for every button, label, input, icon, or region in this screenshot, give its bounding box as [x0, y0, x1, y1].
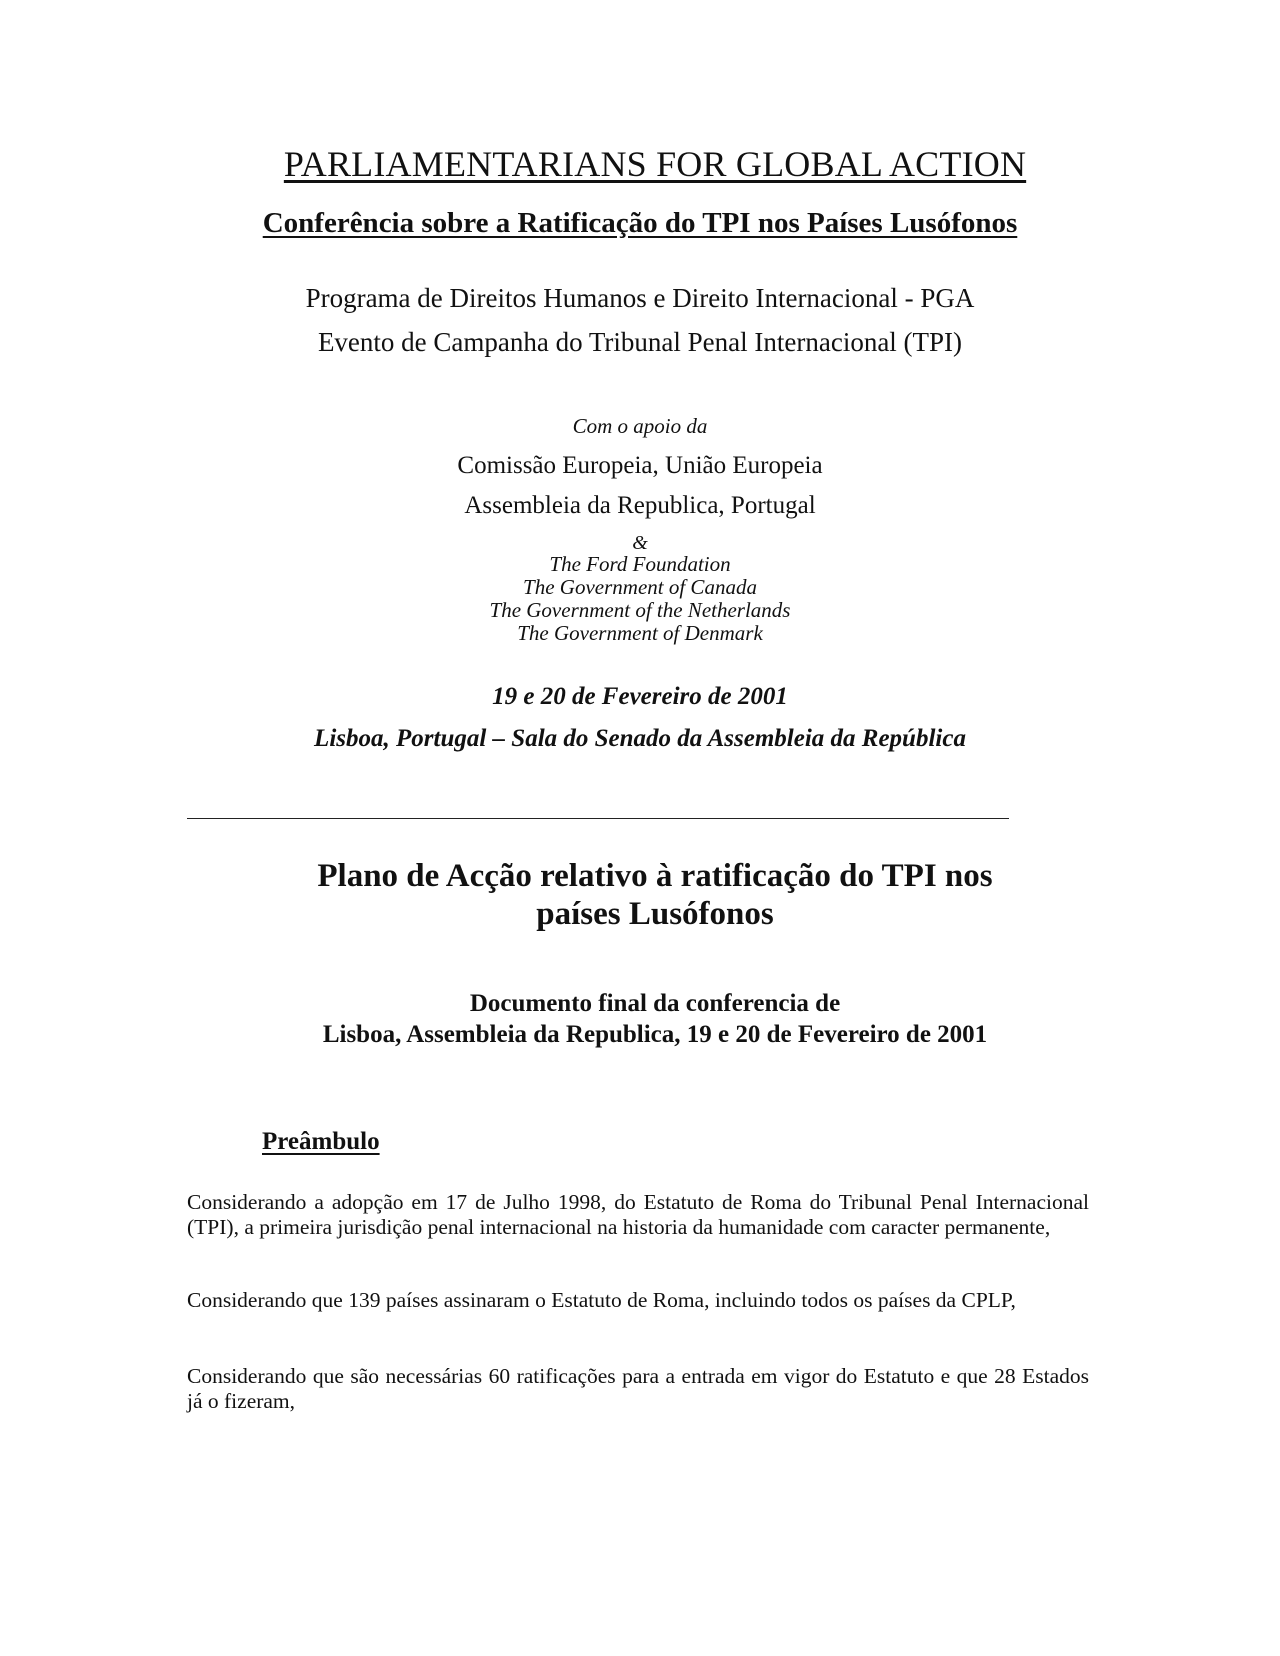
plan-title [0, 857, 1280, 933]
conference-title: Conferência sobre a Ratificação do TPI nos Países Lusófonos [262, 207, 1018, 239]
preamble-heading: Preâmbulo [262, 1128, 380, 1155]
event-date: 19 e 20 de Fevereiro de 2001 [492, 683, 788, 710]
event-place: Lisboa, Portugal – Sala do Senado da Assembleia da República [314, 725, 966, 752]
preamble-paragraph-3: Considerando que são necessárias 60 ratificações para a entrada em vigor do Estatuto e que 28 Estados já o fizeram, [187, 1364, 1089, 1413]
final-document-line-1: Documento final da conferencia de [469, 990, 841, 1017]
preamble-paragraph-2: Considerando que 139 países assinaram o Estatuto de Roma, incluindo todos os países da CPLP, [187, 1288, 1016, 1312]
supporter-2: Assembleia da Republica, Portugal [464, 492, 816, 519]
supporter-1: Comissão Europeia, União Europeia [457, 452, 823, 479]
funder-2: The Government of Canada [523, 575, 757, 599]
program-line-2: Evento de Campanha do Tribunal Penal Internacional (TPI) [317, 327, 963, 357]
plan-title-line-2: países Lusófonos [536, 896, 774, 932]
program-line-1: Programa de Direitos Humanos e Direito Internacional - PGA [305, 283, 975, 313]
funder-4: The Government of Denmark [517, 621, 763, 645]
final-document-line-2: Lisboa, Assembleia da Republica, 19 e 20 de Fevereiro de 2001 [322, 1021, 988, 1048]
support-label: Com o apoio da [572, 414, 708, 438]
main-supporters [0, 446, 1280, 526]
program-description [0, 276, 1280, 364]
funder-1: The Ford Foundation [549, 552, 731, 576]
funders-list [0, 553, 1280, 645]
funder-3: The Government of the Netherlands [489, 598, 791, 622]
organization-title: PARLIAMENTARIANS FOR GLOBAL ACTION [283, 144, 1027, 184]
ampersand: & [632, 532, 648, 554]
final-document-subtitle [0, 988, 1280, 1050]
horizontal-divider [187, 818, 1009, 819]
preamble-paragraph-1: Considerando a adopção em 17 de Julho 1998, do Estatuto de Roma do Tribunal Penal Internacional (TPI), a primeira jurisdição penal internacional na historia da humanidade com caracter permanente, [187, 1190, 1089, 1239]
plan-title-line-1: Plano de Acção relativo à ratificação do TPI nos [317, 858, 993, 894]
